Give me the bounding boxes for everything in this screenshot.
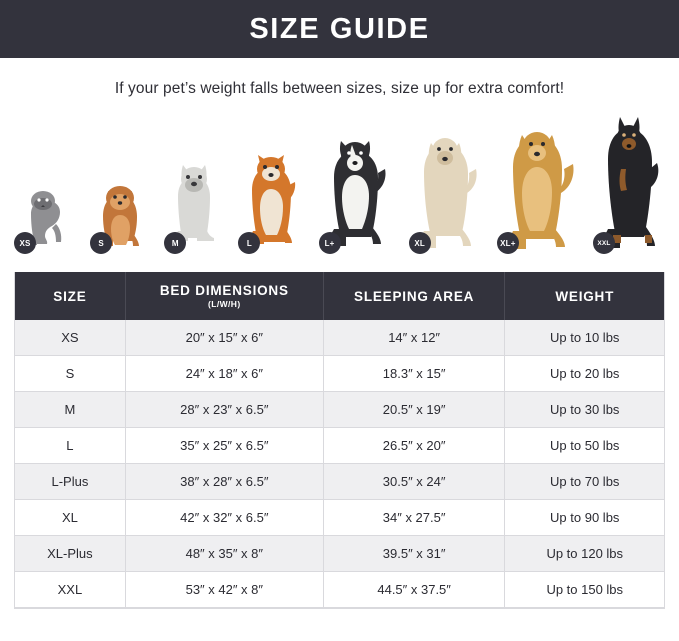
size-table-wrapper: [14, 272, 665, 609]
column-header-weight-label: WEIGHT: [555, 288, 615, 304]
pomeranian-illustration: [90, 163, 150, 254]
cell-sleeping-area: 34″ x 27.5″: [323, 500, 505, 536]
cell-sleeping-area: 39.5″ x 31″: [323, 536, 505, 572]
cell-weight: Up to 10 lbs: [505, 320, 664, 356]
column-header-sleeping-area: [323, 272, 505, 320]
size-table: [15, 272, 664, 608]
cell-sleeping-area: 26.5″ x 20″: [323, 428, 505, 464]
pet-illustration-row: [14, 114, 665, 254]
cell-weight: Up to 20 lbs: [505, 356, 664, 392]
pet-l-plus: [319, 114, 395, 254]
cell-dimensions: 53″ x 42″ x 8″: [125, 572, 323, 608]
pet-xl: [409, 114, 483, 254]
badge-xl-plus: XL+: [497, 232, 519, 254]
cell-size: L: [15, 428, 125, 464]
cell-weight: Up to 50 lbs: [505, 428, 664, 464]
cell-dimensions: 42″ x 32″ x 6.5″: [125, 500, 323, 536]
column-header-size: [15, 272, 125, 320]
pet-xl-plus: [497, 114, 579, 254]
pet-s: [90, 114, 150, 254]
cell-dimensions: 38″ x 28″ x 6.5″: [125, 464, 323, 500]
cell-size: L-Plus: [15, 464, 125, 500]
badge-m: M: [164, 232, 186, 254]
badge-xxl: XXL: [593, 232, 615, 254]
cell-size: XL: [15, 500, 125, 536]
table-row: [15, 356, 664, 392]
cell-size: XL-Plus: [15, 536, 125, 572]
table-row: [15, 428, 664, 464]
badge-l: L: [238, 232, 260, 254]
cell-size: XXL: [15, 572, 125, 608]
french-bulldog-illustration: [164, 147, 224, 254]
badge-xs: XS: [14, 232, 36, 254]
cell-dimensions: 20″ x 15″ x 6″: [125, 320, 323, 356]
badge-xl: XL: [409, 232, 431, 254]
pet-xxl: [593, 114, 665, 254]
cell-sleeping-area: 20.5″ x 19″: [323, 392, 505, 428]
table-row: [15, 320, 664, 356]
labrador-illustration: [409, 127, 483, 254]
table-header-row: [15, 272, 664, 320]
table-row: [15, 536, 664, 572]
pet-m: [164, 114, 224, 254]
cell-weight: Up to 70 lbs: [505, 464, 664, 500]
cell-sleeping-area: 18.3″ x 15″: [323, 356, 505, 392]
table-row: [15, 464, 664, 500]
border-collie-illustration: [319, 131, 395, 254]
cell-size: S: [15, 356, 125, 392]
cell-size: M: [15, 392, 125, 428]
cell-weight: Up to 90 lbs: [505, 500, 664, 536]
table-body: [15, 320, 664, 608]
column-header-weight: [505, 272, 664, 320]
page-title: SIZE GUIDE: [249, 12, 430, 45]
cell-dimensions: 35″ x 25″ x 6.5″: [125, 428, 323, 464]
table-header: [15, 272, 664, 320]
table-row: [15, 500, 664, 536]
header-bar: [0, 0, 679, 58]
column-header-bed-dimensions-sub: (L/W/H): [208, 299, 241, 309]
shiba-inu-illustration: [238, 141, 304, 254]
pet-l: [238, 114, 304, 254]
cell-dimensions: 24″ x 18″ x 6″: [125, 356, 323, 392]
column-header-bed-dimensions-label: BED DIMENSIONS: [159, 283, 289, 298]
doberman-illustration: [593, 117, 665, 254]
subtitle-text: If your pet’s weight falls between sizes, size up for extra comfort!: [114, 80, 565, 97]
cell-weight: Up to 120 lbs: [505, 536, 664, 572]
column-header-size-label: SIZE: [53, 288, 87, 304]
table-row: [15, 392, 664, 428]
column-header-bed-dimensions: [125, 272, 323, 320]
badge-l-plus: L+: [319, 232, 341, 254]
column-header-sleeping-area-label: SLEEPING AREA: [354, 288, 475, 304]
cell-sleeping-area: 14″ x 12″: [323, 320, 505, 356]
golden-retriever-illustration: [497, 123, 579, 254]
cell-sleeping-area: 30.5″ x 24″: [323, 464, 505, 500]
cell-dimensions: 48″ x 35″ x 8″: [125, 536, 323, 572]
badge-s: S: [90, 232, 112, 254]
cell-dimensions: 28″ x 23″ x 6.5″: [125, 392, 323, 428]
pet-xs: [14, 114, 76, 254]
cell-size: XS: [15, 320, 125, 356]
cell-sleeping-area: 44.5″ x 37.5″: [323, 572, 505, 608]
cat-illustration: [14, 174, 76, 254]
table-row: [15, 572, 664, 608]
cell-weight: Up to 30 lbs: [505, 392, 664, 428]
cell-weight: Up to 150 lbs: [505, 572, 664, 608]
